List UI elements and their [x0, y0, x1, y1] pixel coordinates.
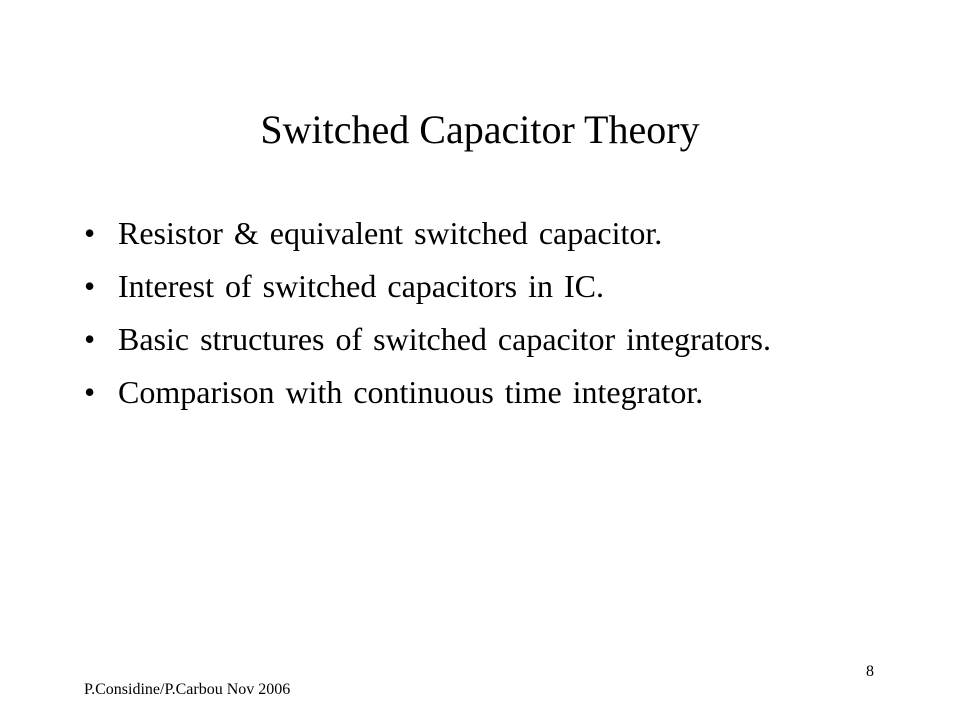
- bullet-item: [84, 267, 924, 306]
- bullet-dot-icon: •: [84, 268, 96, 304]
- footer-text: P.Considine/P.Carbou Nov 2006: [84, 681, 291, 698]
- bullet-item: [84, 214, 924, 253]
- bullet-dot-icon: •: [84, 215, 96, 251]
- page-number: 8: [866, 663, 874, 680]
- bullet-dot-icon: •: [84, 374, 96, 410]
- bullet-dot-icon: •: [84, 321, 96, 357]
- bullet-text: Basic structures of switched capacitor integrators.: [118, 321, 771, 357]
- bullet-list: [84, 214, 924, 426]
- bullet-text: Comparison with continuous time integrator.: [118, 374, 704, 410]
- bullet-text: Interest of switched capacitors in IC.: [118, 268, 604, 304]
- bullet-item: [84, 320, 924, 359]
- bullet-item: [84, 373, 924, 412]
- bullet-text: Resistor & equivalent switched capacitor.: [118, 215, 663, 251]
- slide-title: Switched Capacitor Theory: [260, 107, 700, 152]
